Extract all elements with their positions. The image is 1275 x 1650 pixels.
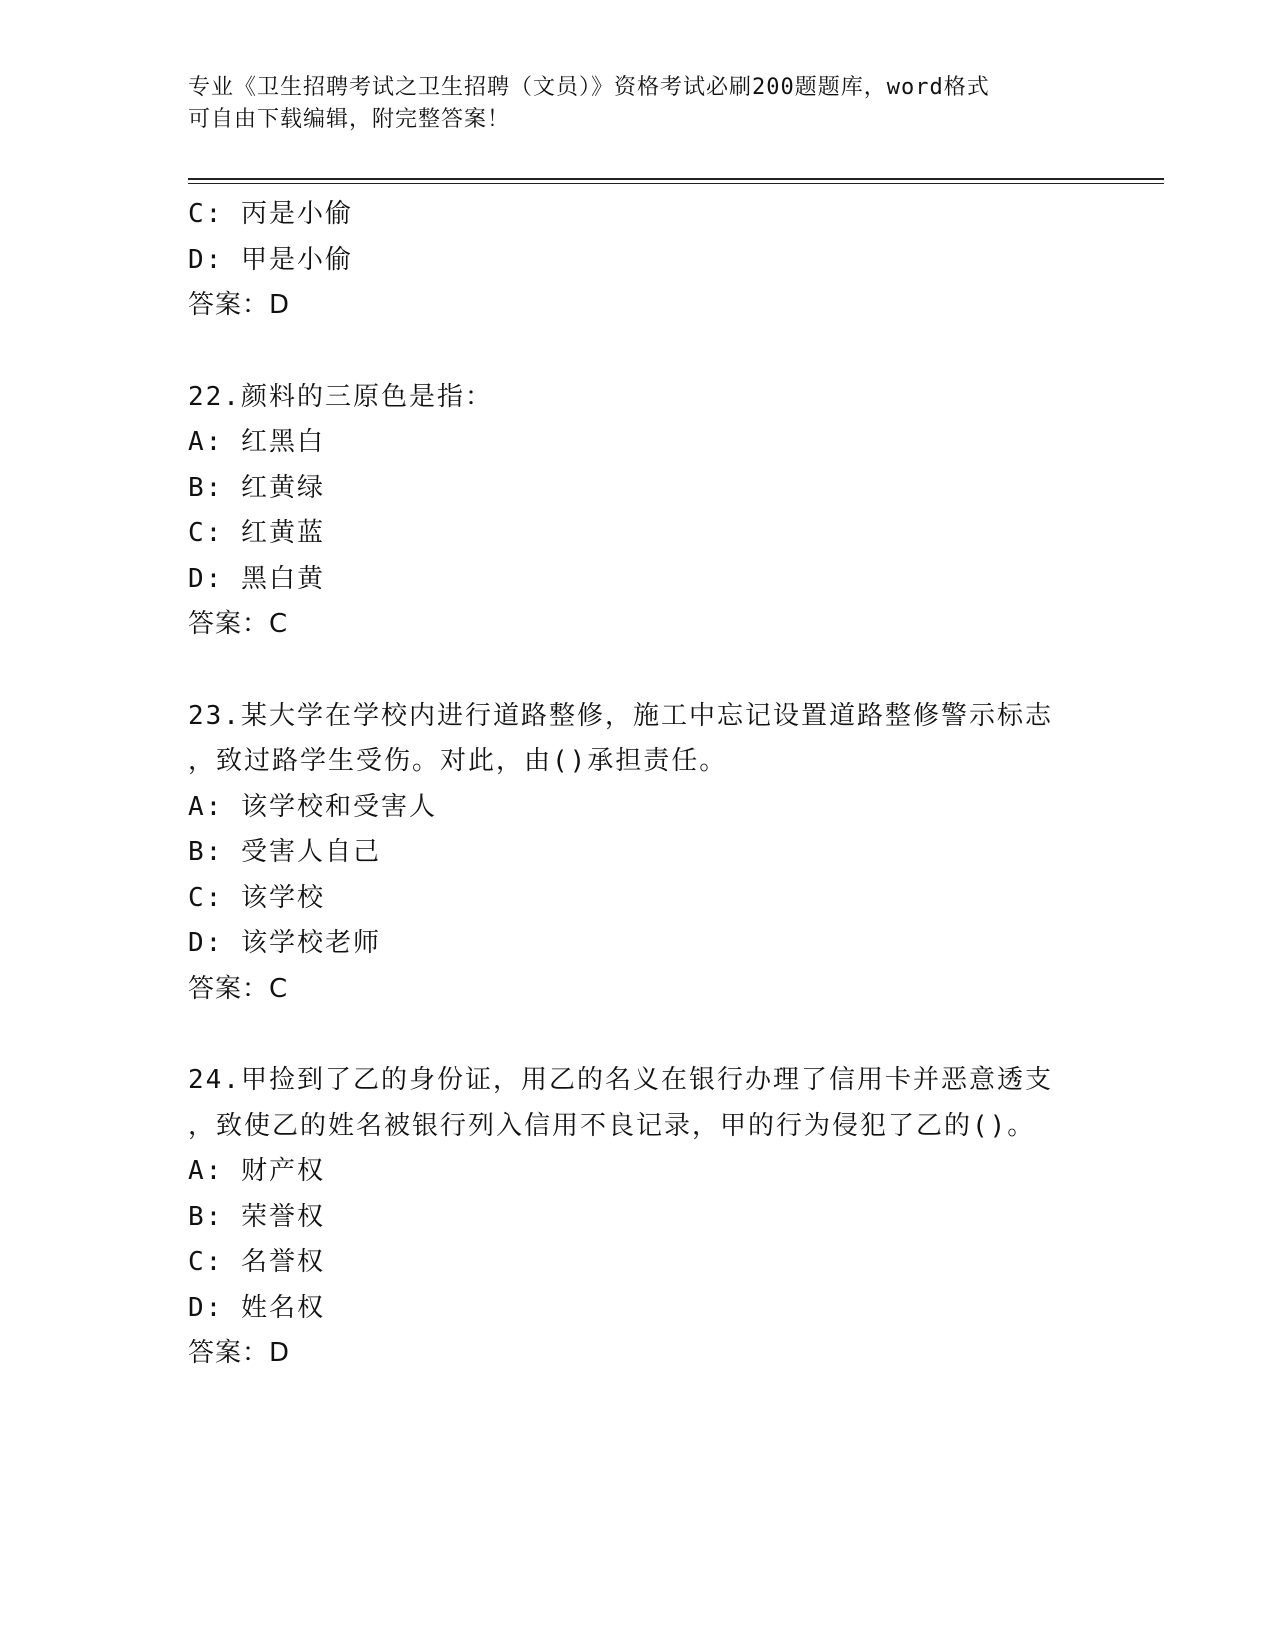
question-text: 23.某大学在学校内进行道路整修，施工中忘记设置道路整修警示标志 <box>188 700 1053 731</box>
question-text: 24.甲捡到了乙的身份证，用乙的名义在银行办理了信用卡并恶意透支 <box>188 1065 1053 1095</box>
option-d: D: 姓名权 <box>188 1292 325 1323</box>
answer-line: 答案：C <box>188 973 289 1004</box>
answer-line: 答案：C <box>188 609 289 639</box>
option-b: B: 荣誉权 <box>188 1201 325 1232</box>
option-b: B: 红黄绿 <box>188 472 325 503</box>
answer-line: 答案：D <box>188 290 291 320</box>
option-c: C: 名誉权 <box>188 1247 325 1277</box>
question-text: 22.颜料的三原色是指： <box>188 381 493 412</box>
question-text-continued: ，致过路学生受伤。对此，由()承担责任。 <box>188 746 728 776</box>
option-c: C: 丙是小偷 <box>188 199 353 229</box>
option-a: A: 该学校和受害人 <box>188 791 437 822</box>
option-a: A: 财产权 <box>188 1156 325 1186</box>
option-d: D: 甲是小偷 <box>188 244 353 275</box>
option-c: C: 该学校 <box>188 882 325 913</box>
answer-line: 答案：D <box>188 1338 291 1368</box>
document-header <box>188 72 1088 136</box>
document-body <box>188 192 1148 1377</box>
header-rule-thick <box>188 178 1164 180</box>
question-22 <box>188 375 1148 648</box>
option-b: B: 受害人自己 <box>188 837 381 867</box>
option-d: D: 该学校老师 <box>188 928 381 958</box>
header-line-1: 专业《卫生招聘考试之卫生招聘（文员）》资格考试必刷200题题库，word格式 <box>188 75 990 100</box>
header-line-2: 可自由下载编辑，附完整答案！ <box>188 107 511 132</box>
continued-question <box>188 192 1148 329</box>
option-a: A: 红黑白 <box>188 427 325 457</box>
option-d: D: 黑白黄 <box>188 563 325 594</box>
question-23 <box>188 694 1148 1013</box>
question-text-continued: ，致使乙的姓名被银行列入信用不良记录，甲的行为侵犯了乙的()。 <box>188 1110 1036 1141</box>
question-24 <box>188 1058 1148 1377</box>
header-rule-thin <box>188 183 1164 184</box>
option-c: C: 红黄蓝 <box>188 518 325 548</box>
